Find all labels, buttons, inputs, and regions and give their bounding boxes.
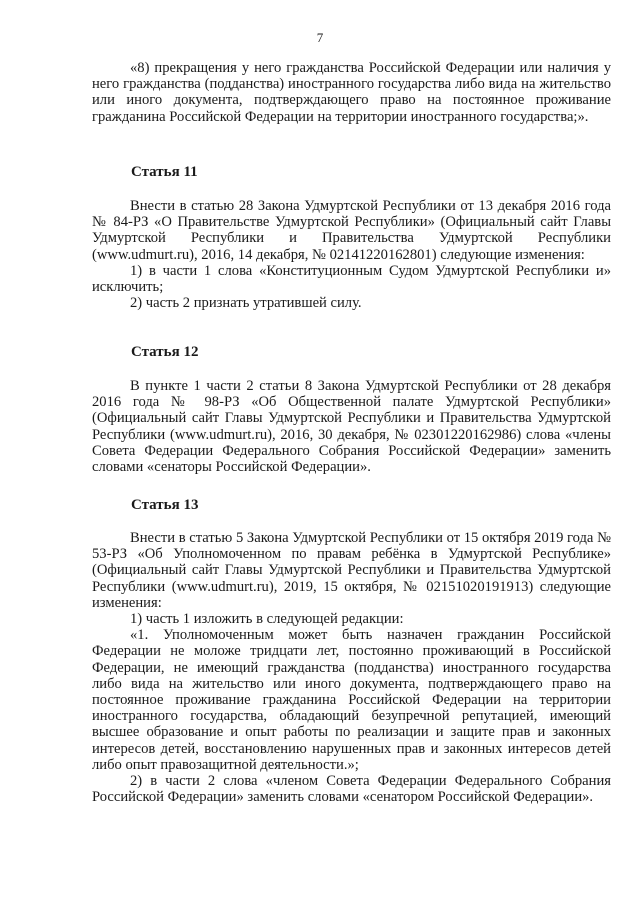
article-13-paragraph-1: Внести в статью 5 Закона Удмуртской Республики от 15 октября 2019 года № 53-РЗ «Об Уполномоченном по правам ребёнка в Удмуртской Республике» (Официальный сайт Главы Удмуртской Республики и Правительства Удмуртской Республики (www.udmurt.ru), 2019, 15 октября, № 02151020191913) следующие изменения: <box>92 530 611 611</box>
article-11-paragraph-2: 1) в части 1 слова «Конституционным Судом Удмуртской Республики и» исключить; <box>92 262 611 296</box>
article-13-heading: Статья 13 <box>131 497 199 513</box>
article-11-body <box>92 198 611 311</box>
intro-section <box>92 60 611 125</box>
article-12-paragraph-1: В пункте 1 части 2 статьи 8 Закона Удмуртской Республики от 28 декабря 2016 года № 98-РЗ «Об Общественной палате Удмуртской Республики» (Официальный сайт Главы Удмуртской Республики и Правительства Удмуртской Республики (www.udmurt.ru), 2016, 30 декабря, № 02301220162986) слова «члены Совета Федерации Федерального Собрания Российской Федерации» заменить словами «сенаторы Российской Федерации». <box>92 378 611 476</box>
article-11-heading: Статья 11 <box>131 164 198 180</box>
article-13-paragraph-3: «1. Уполномоченным может быть назначен гражданин Российской Федерации не моложе тридцати лет, постоянно проживающий в Российской Федерации, не имеющий гражданства (подданства) иностранного государства либо вида на жительство или иного документа, подтверждающего право на постоянное проживание гражданина Российской Федерации на территории иностранного государства, обладающий безупречной репутацией, имеющий высшее образование и опыт работы по реализации и защите прав и законных интересов детей, восстановлению нарушенных прав и законных интересов детей либо опыт правозащитной деятельности.»; <box>92 627 611 773</box>
article-12-heading: Статья 12 <box>131 344 199 360</box>
page-number: 7 <box>316 30 324 45</box>
intro-paragraph: «8) прекращения у него гражданства Российской Федерации или наличия у него гражданства (подданства) иностранного государства либо вида на жительство или иного документа, подтверждающего право на постоянное проживание гражданина Российской Федерации на территории иностранного государства;». <box>92 60 611 125</box>
article-11-paragraph-3: 2) часть 2 признать утратившей силу. <box>130 295 362 312</box>
article-13-body <box>92 530 611 805</box>
article-11-paragraph-1: Внести в статью 28 Закона Удмуртской Республики от 13 декабря 2016 года № 84-РЗ «О Правительстве Удмуртской Республики» (Официальный сайт Главы Удмуртской Республики и Правительства Удмуртской Республики (www.udmurt.ru), 2016, 14 декабря, № 02141220162801) следующие изменения: <box>92 198 611 263</box>
article-12-body <box>92 378 611 475</box>
article-13-paragraph-2: 1) часть 1 изложить в следующей редакции: <box>130 611 404 628</box>
article-13-paragraph-4: 2) в части 2 слова «членом Совета Федерации Федерального Собрания Российской Федерации» заменить словами «сенатором Российской Федерации». <box>92 773 611 806</box>
